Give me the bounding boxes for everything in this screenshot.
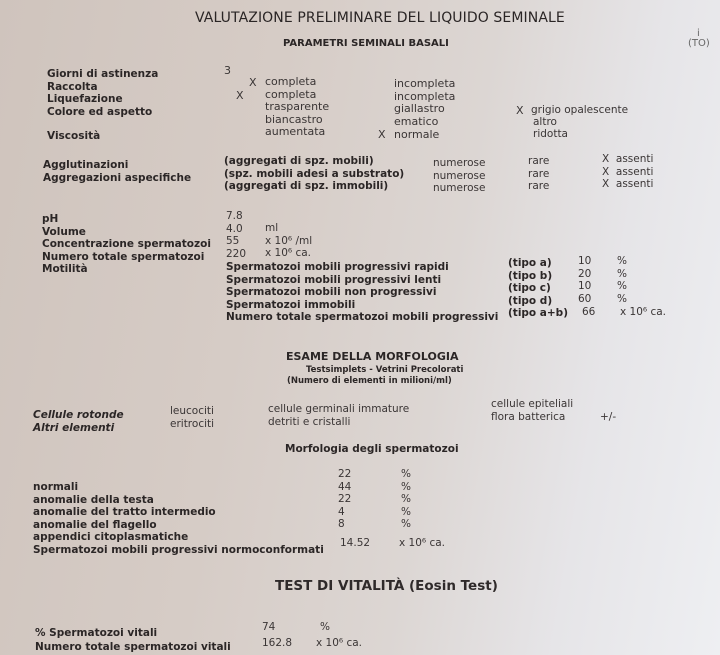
value-ph: 7.8 <box>226 210 243 222</box>
label-viscosita: Viscosità <box>47 130 101 142</box>
cells-col1 <box>170 405 214 430</box>
unit-numero-totale: x 10⁶ ca. <box>265 247 312 259</box>
opt-aumentata: aumentata <box>265 125 326 138</box>
label-volume: Volume <box>42 225 86 238</box>
edge-note: (TO) <box>688 38 710 49</box>
morph-value: 14.52 <box>340 537 371 549</box>
morphology-subtitle: Testsimplets - Vetrini Precolorati <box>306 365 464 375</box>
label-liquefazione: Liquefazione <box>47 93 123 105</box>
opt-biancastro: biancastro <box>265 112 323 126</box>
opt-numerose: numerose <box>433 169 486 182</box>
opt-altro: altro <box>533 116 557 128</box>
opt-detriti: detriti e cristalli <box>268 415 351 428</box>
opt-raccolta-incompleta: incompleta <box>394 77 456 90</box>
cells-col3 <box>491 398 573 423</box>
motility-unit: x 10⁶ ca. <box>620 306 667 318</box>
check-viscosita: X <box>378 128 386 141</box>
morph-value: 4 <box>338 505 345 518</box>
label-agglutinazioni: Agglutinazioni <box>43 159 129 171</box>
motility-type: (tipo c) <box>508 282 551 294</box>
motility-type: (tipo b) <box>508 269 553 282</box>
opt-rare: rare <box>528 180 550 192</box>
opt-rare: rare <box>528 167 550 180</box>
opt-ridotta: ridotta <box>533 128 568 140</box>
label-colore: Colore ed aspetto <box>47 105 153 118</box>
value-concentrazione: 55 <box>226 235 240 247</box>
value-giorni: 3 <box>224 64 231 77</box>
agg-assenti-row <box>602 153 653 166</box>
cells-labels <box>33 409 124 434</box>
aggregation-descriptions <box>224 155 404 193</box>
check-liquefazione: X <box>236 89 244 102</box>
morph-unit: % <box>401 518 411 530</box>
motility-value: 66 <box>582 306 596 318</box>
motility-label: Spermatozoi immobili <box>226 298 356 311</box>
morph-unit: % <box>401 480 411 493</box>
vitality-value: 162.8 <box>262 637 293 649</box>
morph-label: anomalie della testa <box>33 493 154 506</box>
motility-value: 10 <box>578 255 592 267</box>
label-cellule-rotonde: Cellule rotonde <box>33 409 124 421</box>
opt-ematico: ematico <box>394 114 439 128</box>
motility-unit: % <box>617 280 627 292</box>
motility-type: (tipo a) <box>508 257 552 269</box>
motility-type: (tipo d) <box>508 294 553 307</box>
opt-trasparente: trasparente <box>265 100 330 113</box>
motility-value: 60 <box>578 292 592 305</box>
opt-flora-batterica: flora batterica <box>491 410 566 423</box>
morph-value: 44 <box>338 480 352 493</box>
value-flora: +/- <box>600 411 617 423</box>
morph-label: anomalie del tratto intermedio <box>33 506 216 518</box>
agg-col-numerose <box>433 157 485 195</box>
morph-value: 22 <box>338 493 352 505</box>
morphology-labels <box>33 481 324 556</box>
unit-volume: ml <box>265 222 279 234</box>
label-altri-elementi: Altri elementi <box>33 421 115 434</box>
opt-assenti: assenti <box>615 165 654 178</box>
morph-label: normali <box>33 481 79 493</box>
params-values <box>226 210 246 260</box>
basal-options-col1 <box>265 76 329 139</box>
label-raccolta: Raccolta <box>47 80 98 93</box>
opt-cellule-epiteliali: cellule epiteliali <box>491 398 574 410</box>
basal-labels <box>47 68 158 118</box>
opt-giallastro: giallastro <box>394 102 445 115</box>
agg-assenti-row <box>602 178 653 191</box>
check-assenti: X <box>602 153 610 165</box>
motility-value: 10 <box>578 280 592 292</box>
agg-col-assenti <box>602 153 653 191</box>
motility-labels <box>226 261 498 324</box>
motility-label: Numero totale spermatozoi mobili progressivi <box>226 311 499 323</box>
motility-type: (tipo a+b) <box>508 307 569 319</box>
check-raccolta: X <box>249 76 257 89</box>
morphology-values <box>338 468 351 531</box>
edge-mark: i <box>697 28 700 39</box>
aggregation-labels <box>43 159 191 184</box>
cells-col2 <box>268 403 409 428</box>
morph-label: appendici citoplasmatiche <box>33 531 189 543</box>
motility-label: Spermatozoi mobili progressivi rapidi <box>226 261 449 273</box>
motility-types <box>508 257 568 320</box>
params-labels <box>42 213 211 276</box>
morph-unit: % <box>401 468 411 480</box>
check-assenti: X <box>602 165 610 178</box>
opt-leucociti: leucociti <box>170 405 214 417</box>
label-motilita: Motilità <box>42 263 88 275</box>
opt-grigio-opalescente: grigio opalescente <box>531 104 629 116</box>
opt-raccolta-completa: completa <box>265 75 317 88</box>
morph-value: 8 <box>338 518 345 530</box>
label-concentrazione: Concentrazione spermatozoi <box>42 238 211 250</box>
vitality-title: TEST DI VITALITÀ (Eosin Test) <box>275 578 498 594</box>
agg-assenti-row <box>602 166 653 179</box>
motility-units <box>617 255 627 305</box>
morph-unit: % <box>401 493 411 505</box>
opt-assenti: assenti <box>615 178 654 190</box>
opt-cellule-germinali: cellule germinali immature <box>268 403 410 415</box>
label-numero-totale: Numero totale spermatozoi <box>42 250 205 263</box>
opt-numerose: numerose <box>433 182 486 194</box>
morphology-units <box>401 468 411 531</box>
motility-unit: % <box>617 255 627 267</box>
opt-eritrociti: eritrociti <box>170 417 215 430</box>
vitality-unit: x 10⁶ ca. <box>316 637 363 649</box>
motility-unit: % <box>617 292 627 305</box>
opt-liquefazione-completa: completa <box>265 87 317 101</box>
vitality-label: Numero totale spermatozoi vitali <box>35 641 231 653</box>
morph-unit: x 10⁶ ca. <box>399 537 446 549</box>
opt-numerose: numerose <box>433 157 486 169</box>
morph-label: anomalie del flagello <box>33 518 157 531</box>
agg-desc: (aggregati di spz. mobili) <box>224 155 374 167</box>
sperm-morphology-title: Morfologia degli spermatozoi <box>285 443 459 455</box>
opt-normale: normale <box>394 128 440 141</box>
morphology-note: (Numero di elementi in milioni/ml) <box>287 376 452 386</box>
morph-value: 22 <box>338 468 352 480</box>
params-units <box>265 222 312 260</box>
vitality-unit: % <box>320 621 330 633</box>
morph-label: Spermatozoi mobili progressivi normoconformati <box>33 543 324 556</box>
vitality-value: 74 <box>262 621 276 633</box>
morph-unit: % <box>401 505 411 518</box>
agg-desc: (aggregati di spz. immobili) <box>224 180 389 192</box>
value-volume: 4.0 <box>226 222 243 235</box>
check-assenti: X <box>602 178 610 190</box>
label-giorni: Giorni di astinenza <box>47 68 159 80</box>
basal-options-col2 <box>394 78 455 128</box>
value-numero-totale: 220 <box>226 247 247 260</box>
check-colore: X <box>516 104 524 117</box>
label-ph: pH <box>42 213 59 225</box>
motility-value: 20 <box>578 267 592 280</box>
unit-concentrazione: x 10⁶ /ml <box>265 234 313 247</box>
vitality-label: % Spermatozoi vitali <box>35 627 158 639</box>
motility-label: Spermatozoi mobili progressivi lenti <box>226 273 442 286</box>
document-title: VALUTAZIONE PRELIMINARE DEL LIQUIDO SEMINALE <box>195 10 565 26</box>
motility-unit: % <box>617 267 627 280</box>
opt-liquefazione-incompleta: incompleta <box>394 89 456 103</box>
section-title-basal: PARAMETRI SEMINALI BASALI <box>283 38 449 49</box>
opt-assenti: assenti <box>615 153 654 165</box>
agg-desc: (spz. mobili adesi a substrato) <box>224 167 405 180</box>
label-aggregazioni: Aggregazioni aspecifiche <box>43 171 192 184</box>
morphology-title: ESAME DELLA MORFOLOGIA <box>286 350 459 363</box>
opt-rare: rare <box>528 155 550 167</box>
motility-values <box>578 255 591 305</box>
motility-label: Spermatozoi mobili non progressivi <box>226 286 437 298</box>
agg-col-rare <box>528 155 549 193</box>
